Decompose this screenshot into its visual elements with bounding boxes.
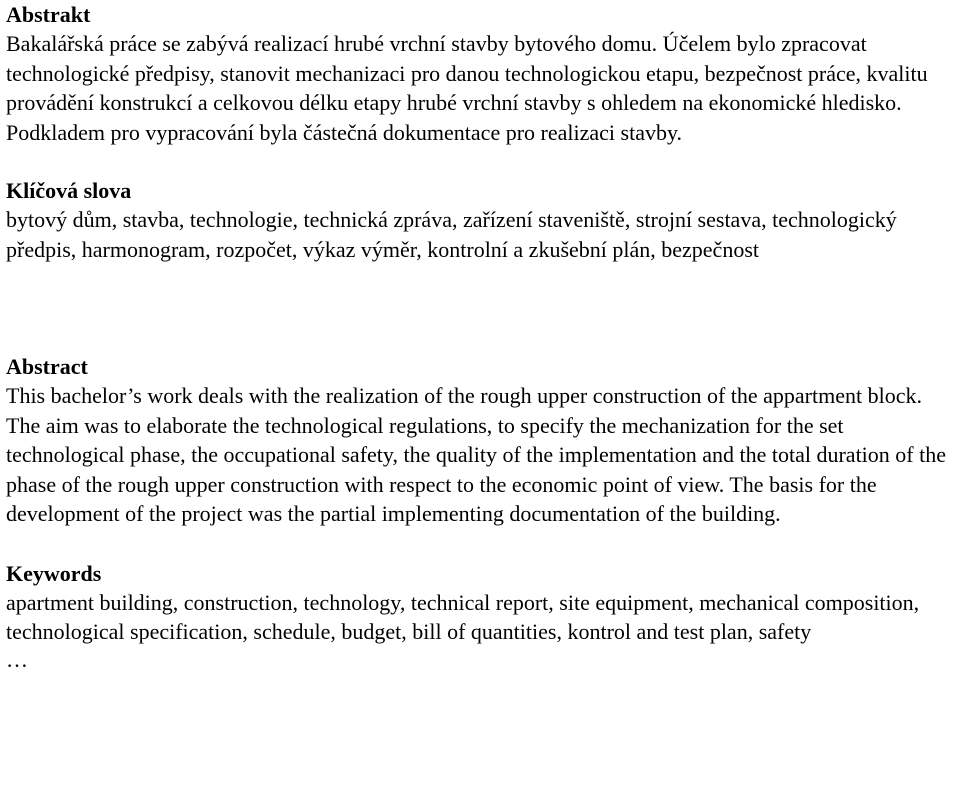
spacer: [6, 529, 956, 559]
czech-abstract-text: Bakalářská práce se zabývá realizací hrubé vrchní stavby bytového domu. Účelem bylo zpracovat technologické předpisy, stanovit mechanizaci pro danou technologickou etapu, bezpečnost práce, kvalitu provádění konstrukcí a celkovou délku etapy hrubé vrchní stavby s ohledem na ekonomické hledisko. Podkladem pro vypracování byla částečná dokumentace pro realizaci stavby.: [6, 31, 928, 145]
czech-keywords-text: bytový dům, stavba, technologie, technická zpráva, zařízení staveniště, strojní sestava, technologický předpis, harmonogram, rozpočet, výkaz výměr, kontrolní a zkušební plán, bezpečnost: [6, 207, 897, 262]
czech-keywords-heading: Klíčová slova: [6, 178, 132, 203]
czech-keywords-section: [6, 176, 956, 264]
english-keywords-section: [6, 559, 956, 647]
english-abstract-section: [6, 352, 956, 529]
document-page: [6, 0, 956, 673]
czech-abstract-section: [6, 0, 956, 147]
english-keywords-heading: Keywords: [6, 560, 102, 586]
english-abstract-heading: Abstract: [6, 354, 88, 379]
spacer: [6, 264, 956, 352]
spacer: [6, 147, 956, 176]
english-keywords-text: apartment building, construction, technology, technical report, site equipment, mechanical composition, technological specification, schedule, budget, bill of quantities, kontrol and test plan, safety: [6, 589, 920, 644]
trailing-ellipsis: …: [6, 646, 28, 672]
czech-abstract-heading: Abstrakt: [6, 2, 91, 27]
english-abstract-text: This bachelor’s work deals with the realization of the rough upper construction of the appartment block. The aim was to elaborate the technological regulations, to specify the mechanization for the set technological phase, the occupational safety, the quality of the implementation and the total duration of the phase of the rough upper construction with respect to the economic point of view. The basis for the development of the project was the partial implementing documentation of the building.: [6, 383, 946, 526]
